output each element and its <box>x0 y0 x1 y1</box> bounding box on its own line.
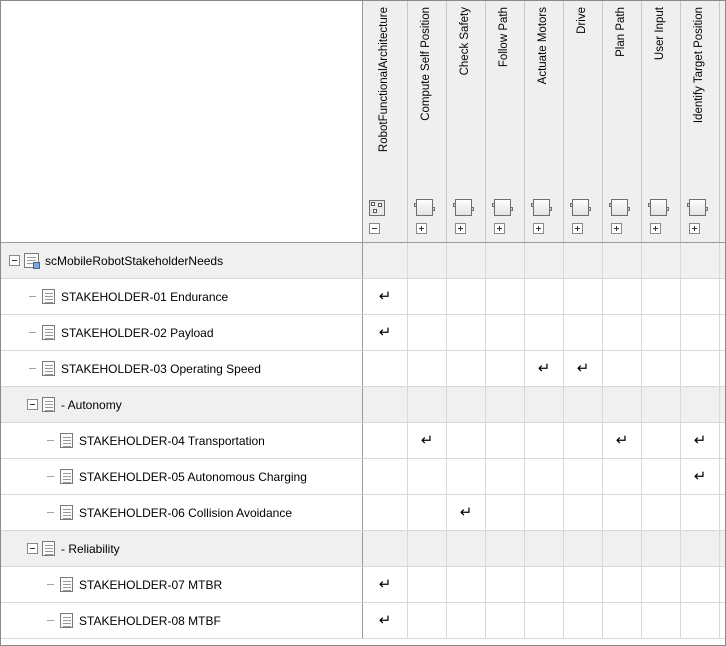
matrix-cell[interactable] <box>486 315 525 350</box>
column-header-container <box>363 1 725 242</box>
block-icon <box>689 199 706 216</box>
expand-column-icon[interactable] <box>494 223 505 234</box>
dependency-arrow-icon: ↵ <box>378 612 392 629</box>
matrix-cell[interactable] <box>642 351 681 386</box>
matrix-cell[interactable] <box>564 243 603 278</box>
matrix-cell[interactable] <box>447 567 486 602</box>
requirement-icon <box>42 289 55 304</box>
matrix-cell[interactable] <box>486 351 525 386</box>
matrix-cell[interactable] <box>408 603 447 638</box>
column-header-label-wrap <box>447 7 485 197</box>
dependency-matrix <box>1 1 725 645</box>
row-cells <box>363 387 725 422</box>
matrix-cell[interactable] <box>408 459 447 494</box>
matrix-cell[interactable] <box>447 495 486 530</box>
row-cells <box>363 567 725 602</box>
column-header-label: Actuate Motors <box>537 7 550 85</box>
column-header-label: User Input <box>654 7 667 61</box>
matrix-cell[interactable] <box>408 279 447 314</box>
column-header[interactable] <box>363 1 408 242</box>
table-row[interactable] <box>1 315 725 351</box>
row-label: STAKEHOLDER-03 Operating Speed <box>61 361 261 376</box>
requirement-icon <box>42 361 55 376</box>
requirement-icon <box>60 613 73 628</box>
matrix-cell[interactable] <box>363 603 408 638</box>
column-header-icons <box>564 188 602 238</box>
dependency-arrow-icon: ↵ <box>459 504 473 521</box>
row-label: - Reliability <box>61 541 120 556</box>
matrix-cell[interactable] <box>642 459 681 494</box>
expand-column-icon[interactable] <box>455 223 466 234</box>
tree-line-icon <box>45 507 56 518</box>
column-header-label: Compute Self Position <box>420 7 433 121</box>
dependency-arrow-icon: ↵ <box>576 360 590 377</box>
table-row[interactable] <box>1 459 725 495</box>
row-label: STAKEHOLDER-01 Endurance <box>61 289 229 304</box>
row-label-cell[interactable] <box>1 603 363 638</box>
matrix-cell[interactable] <box>525 279 564 314</box>
matrix-cell[interactable] <box>603 459 642 494</box>
matrix-cell[interactable] <box>681 315 720 350</box>
matrix-cell[interactable] <box>525 351 564 386</box>
row-label: STAKEHOLDER-02 Payload <box>61 325 214 340</box>
matrix-cell[interactable] <box>681 603 720 638</box>
row-label-cell[interactable] <box>1 387 363 422</box>
matrix-cell[interactable] <box>681 279 720 314</box>
table-row[interactable] <box>1 351 725 387</box>
matrix-cell[interactable] <box>681 423 720 458</box>
dependency-arrow-icon: ↵ <box>693 432 707 449</box>
requirement-icon <box>42 325 55 340</box>
matrix-cell[interactable] <box>447 243 486 278</box>
matrix-cell[interactable] <box>603 315 642 350</box>
table-row[interactable] <box>1 603 725 639</box>
expand-column-icon[interactable] <box>533 223 544 234</box>
matrix-cell[interactable] <box>642 387 681 422</box>
matrix-cell[interactable] <box>363 279 408 314</box>
matrix-cell[interactable] <box>447 459 486 494</box>
row-label-cell[interactable] <box>1 459 363 494</box>
requirement-icon <box>60 433 73 448</box>
matrix-body <box>1 243 725 639</box>
row-cells <box>363 531 725 566</box>
row-cells <box>363 495 725 530</box>
collapse-row-icon[interactable] <box>9 255 20 266</box>
matrix-cell[interactable] <box>408 531 447 566</box>
matrix-cell[interactable] <box>447 423 486 458</box>
block-icon <box>416 199 433 216</box>
matrix-cell[interactable] <box>681 531 720 566</box>
matrix-cell[interactable] <box>486 567 525 602</box>
dependency-arrow-icon: ↵ <box>378 576 392 593</box>
table-row[interactable] <box>1 495 725 531</box>
matrix-cell[interactable] <box>447 351 486 386</box>
dependency-arrow-icon: ↵ <box>615 432 629 449</box>
matrix-cell[interactable] <box>642 495 681 530</box>
block-icon <box>494 199 511 216</box>
dependency-arrow-icon: ↵ <box>378 288 392 305</box>
matrix-cell[interactable] <box>525 531 564 566</box>
dependency-arrow-icon: ↵ <box>537 360 551 377</box>
matrix-cell[interactable] <box>564 387 603 422</box>
column-header-label-wrap <box>486 7 524 197</box>
requirement-icon <box>60 469 73 484</box>
row-cells <box>363 423 725 458</box>
matrix-cell[interactable] <box>486 243 525 278</box>
matrix-cell[interactable] <box>486 603 525 638</box>
row-cells <box>363 459 725 494</box>
column-header-label: RobotFunctionalArchitecture <box>378 7 391 153</box>
matrix-cell[interactable] <box>408 495 447 530</box>
matrix-cell[interactable] <box>447 279 486 314</box>
matrix-cell[interactable] <box>525 567 564 602</box>
column-header-icons <box>363 188 407 238</box>
matrix-cell[interactable] <box>642 603 681 638</box>
table-row[interactable] <box>1 531 725 567</box>
tree-line-icon <box>45 435 56 446</box>
matrix-cell[interactable] <box>642 315 681 350</box>
matrix-cell[interactable] <box>408 351 447 386</box>
collapse-column-icon[interactable] <box>369 223 380 234</box>
row-label-cell[interactable] <box>1 243 363 278</box>
column-header-label-wrap <box>642 7 680 197</box>
block-icon <box>611 199 628 216</box>
matrix-cell[interactable] <box>564 567 603 602</box>
matrix-cell[interactable] <box>486 531 525 566</box>
row-label: STAKEHOLDER-06 Collision Avoidance <box>79 505 292 520</box>
expand-column-icon[interactable] <box>416 223 427 234</box>
matrix-cell[interactable] <box>564 315 603 350</box>
matrix-cell[interactable] <box>603 531 642 566</box>
row-label-cell[interactable] <box>1 279 363 314</box>
table-row[interactable] <box>1 567 725 603</box>
architecture-icon <box>369 200 385 216</box>
matrix-cell[interactable] <box>564 279 603 314</box>
matrix-cell[interactable] <box>486 279 525 314</box>
matrix-cell[interactable] <box>408 567 447 602</box>
row-cells <box>363 279 725 314</box>
column-header-label: Plan Path <box>615 7 628 57</box>
matrix-cell[interactable] <box>564 423 603 458</box>
requirement-icon <box>42 541 55 556</box>
column-header-icons <box>486 188 524 238</box>
matrix-cell[interactable] <box>525 603 564 638</box>
dependency-arrow-icon: ↵ <box>378 324 392 341</box>
matrix-cell[interactable] <box>642 243 681 278</box>
matrix-cell[interactable] <box>363 459 408 494</box>
column-header[interactable] <box>642 1 681 242</box>
matrix-cell[interactable] <box>525 315 564 350</box>
column-header[interactable] <box>564 1 603 242</box>
matrix-cell[interactable] <box>447 315 486 350</box>
matrix-cell[interactable] <box>603 387 642 422</box>
row-label: STAKEHOLDER-08 MTBF <box>79 613 221 628</box>
column-header-icons <box>408 188 446 238</box>
requirement-icon <box>42 397 55 412</box>
matrix-cell[interactable] <box>525 423 564 458</box>
row-label: STAKEHOLDER-05 Autonomous Charging <box>79 469 307 484</box>
row-label-cell[interactable] <box>1 495 363 530</box>
matrix-cell[interactable] <box>642 423 681 458</box>
table-row[interactable] <box>1 423 725 459</box>
matrix-cell[interactable] <box>642 279 681 314</box>
matrix-cell[interactable] <box>486 387 525 422</box>
matrix-cell[interactable] <box>363 243 408 278</box>
matrix-cell[interactable] <box>681 387 720 422</box>
row-cells <box>363 603 725 638</box>
expand-column-icon[interactable] <box>611 223 622 234</box>
package-icon <box>24 253 39 268</box>
column-header-label: Check Safety <box>459 7 472 76</box>
matrix-cell[interactable] <box>363 423 408 458</box>
block-icon <box>533 199 550 216</box>
dependency-arrow-icon: ↵ <box>693 468 707 485</box>
matrix-cell[interactable] <box>363 351 408 386</box>
column-header-label-wrap <box>363 7 407 197</box>
row-label-cell[interactable] <box>1 351 363 386</box>
matrix-cell[interactable] <box>564 495 603 530</box>
matrix-cell[interactable] <box>525 243 564 278</box>
matrix-cell[interactable] <box>564 459 603 494</box>
table-row[interactable] <box>1 279 725 315</box>
matrix-cell[interactable] <box>363 531 408 566</box>
matrix-cell[interactable] <box>363 495 408 530</box>
matrix-cell[interactable] <box>603 603 642 638</box>
matrix-cell[interactable] <box>408 387 447 422</box>
column-header-label: Drive <box>576 7 589 34</box>
row-cells <box>363 243 725 278</box>
column-header-label-wrap <box>408 7 446 197</box>
row-label: scMobileRobotStakeholderNeeds <box>45 253 224 268</box>
matrix-cell[interactable] <box>564 531 603 566</box>
row-label: STAKEHOLDER-07 MTBR <box>79 577 223 592</box>
column-header-label-wrap <box>525 7 563 197</box>
expand-column-icon[interactable] <box>572 223 583 234</box>
column-header[interactable] <box>486 1 525 242</box>
expand-column-icon[interactable] <box>689 223 700 234</box>
matrix-cell[interactable] <box>486 459 525 494</box>
tree-line-icon <box>27 327 38 338</box>
column-header[interactable] <box>603 1 642 242</box>
column-header[interactable] <box>681 1 720 242</box>
matrix-cell[interactable] <box>525 495 564 530</box>
matrix-cell[interactable] <box>642 531 681 566</box>
matrix-cell[interactable] <box>363 567 408 602</box>
matrix-header-row <box>1 1 725 243</box>
matrix-cell[interactable] <box>363 387 408 422</box>
column-header[interactable] <box>447 1 486 242</box>
column-header-label: Identify Target Position <box>693 7 706 124</box>
requirement-icon <box>60 577 73 592</box>
tree-line-icon <box>27 363 38 374</box>
column-header-icons <box>603 188 641 238</box>
tree-line-icon <box>45 471 56 482</box>
row-cells <box>363 315 725 350</box>
matrix-cell[interactable] <box>603 279 642 314</box>
column-header-label-wrap <box>681 7 719 197</box>
tree-line-icon <box>45 615 56 626</box>
dependency-arrow-icon: ↵ <box>420 432 434 449</box>
row-label: STAKEHOLDER-04 Transportation <box>79 433 265 448</box>
column-header-label-wrap <box>564 7 602 197</box>
matrix-cell[interactable] <box>408 243 447 278</box>
row-cells <box>363 351 725 386</box>
matrix-cell[interactable] <box>603 495 642 530</box>
row-label-cell[interactable] <box>1 423 363 458</box>
matrix-cell[interactable] <box>363 315 408 350</box>
matrix-cell[interactable] <box>408 423 447 458</box>
expand-column-icon[interactable] <box>650 223 661 234</box>
column-header-label-wrap <box>603 7 641 197</box>
matrix-cell[interactable] <box>447 603 486 638</box>
matrix-corner-cell <box>1 1 363 242</box>
column-header[interactable] <box>408 1 447 242</box>
matrix-cell[interactable] <box>447 531 486 566</box>
matrix-cell[interactable] <box>408 315 447 350</box>
matrix-cell[interactable] <box>603 243 642 278</box>
matrix-cell[interactable] <box>525 387 564 422</box>
matrix-cell[interactable] <box>564 603 603 638</box>
block-icon <box>572 199 589 216</box>
matrix-cell[interactable] <box>447 387 486 422</box>
matrix-cell[interactable] <box>681 495 720 530</box>
matrix-cell[interactable] <box>681 459 720 494</box>
matrix-cell[interactable] <box>525 459 564 494</box>
column-header-icons <box>642 188 680 238</box>
matrix-cell[interactable] <box>642 567 681 602</box>
block-icon <box>650 199 667 216</box>
column-header[interactable] <box>525 1 564 242</box>
row-label-cell[interactable] <box>1 315 363 350</box>
matrix-cell[interactable] <box>486 495 525 530</box>
table-row[interactable] <box>1 243 725 279</box>
matrix-cell[interactable] <box>603 423 642 458</box>
matrix-cell[interactable] <box>603 567 642 602</box>
row-label-cell[interactable] <box>1 567 363 602</box>
block-icon <box>455 199 472 216</box>
row-label: - Autonomy <box>61 397 122 412</box>
tree-line-icon <box>27 291 38 302</box>
row-label-cell[interactable] <box>1 531 363 566</box>
tree-line-icon <box>45 579 56 590</box>
matrix-cell[interactable] <box>603 351 642 386</box>
table-row[interactable] <box>1 387 725 423</box>
matrix-cell[interactable] <box>564 351 603 386</box>
collapse-row-icon[interactable] <box>27 543 38 554</box>
column-header-label: Follow Path <box>498 7 511 68</box>
matrix-cell[interactable] <box>681 351 720 386</box>
matrix-cell[interactable] <box>681 567 720 602</box>
collapse-row-icon[interactable] <box>27 399 38 410</box>
column-header-icons <box>525 188 563 238</box>
matrix-cell[interactable] <box>681 243 720 278</box>
matrix-cell[interactable] <box>486 423 525 458</box>
column-header-icons <box>447 188 485 238</box>
column-header-icons <box>681 188 719 238</box>
requirement-icon <box>60 505 73 520</box>
